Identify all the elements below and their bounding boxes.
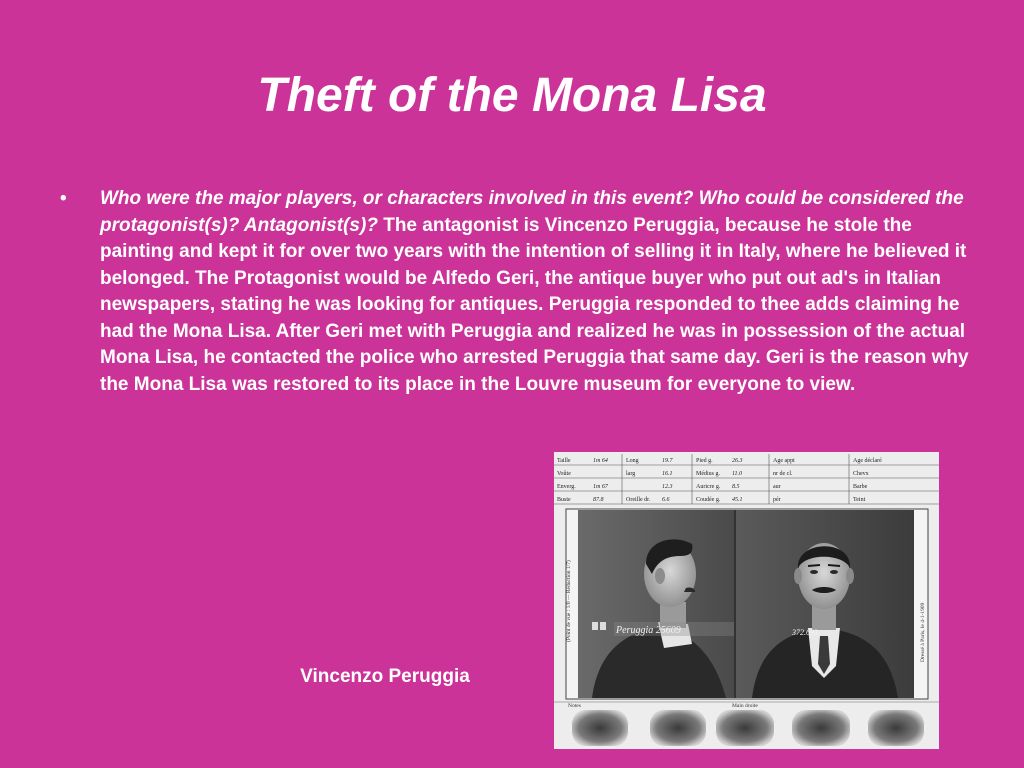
photo-caption: Vincenzo Peruggia <box>300 666 470 687</box>
svg-text:Notes: Notes <box>568 703 581 709</box>
card-label: Coudée g. <box>696 497 721 503</box>
card-label: Pied g. <box>696 458 713 464</box>
card-label: pér <box>773 497 781 503</box>
card-label: Age appt <box>773 458 795 464</box>
card-label: larg <box>626 471 636 477</box>
svg-text:Dressé à Paris, le 4-1-1909: Dressé à Paris, le 4-1-1909 <box>920 602 926 662</box>
card-value: 87.8 <box>593 497 604 503</box>
card-label: Buste <box>557 497 571 503</box>
bullet-item <box>60 186 980 398</box>
card-label: Age déclaré <box>853 458 882 464</box>
bullet-answer: The antagonist is Vincenzo Peruggia, because he stole the painting and kept it for over two years with the intention of selling it in Italy, where he believed it belonged. The Protagonist would be Alfedo Geri, the antique buyer who put out ad's in Italian newspapers, stating he was looking for antiques. Peruggia responded to thee adds claiming he had the Mona Lisa. After Geri met with Peruggia and realized he was in possession of the actual Mona Lisa, he contacted the police who arrested Peruggia that same day. Geri is the reason why the Mona Lisa was restored to its place in the Louvre museum for everyone to view. <box>100 214 969 395</box>
card-value: 8.5 <box>732 484 740 490</box>
svg-text:Peruggia 25609: Peruggia 25609 <box>616 625 681 636</box>
card-value: 6.6 <box>662 497 670 503</box>
bullet-question: Who were the major players, or characters involved in this event? Who could be considered the protagonist(s)? Antagonist(s)? <box>100 188 964 236</box>
card-value: 19.7 <box>662 458 673 464</box>
card-label: Voûte <box>557 471 571 477</box>
card-label: Long <box>626 458 639 464</box>
card-label: Chevx <box>853 471 869 477</box>
card-label: aur <box>773 484 781 490</box>
card-value: 12.3 <box>662 484 673 490</box>
svg-text:Main droite: Main droite <box>732 703 758 709</box>
card-value: 11.0 <box>732 471 743 477</box>
card-value: 26.3 <box>732 458 743 464</box>
card-label: nr de cl. <box>773 471 793 477</box>
card-label: Oreille dr. <box>626 497 651 503</box>
card-label: Auricre g. <box>696 484 721 490</box>
card-label: Taille <box>557 458 571 464</box>
card-value: 16.1 <box>662 471 673 477</box>
svg-text:372.693: 372.693 <box>792 628 818 637</box>
card-value: 1m 64 <box>593 458 608 464</box>
svg-text:(Point de vue : 1/0 — Réductio: (Point de vue : 1/0 — Réduction 1/7) <box>566 560 572 642</box>
mugshot-photo <box>554 452 939 749</box>
mugshot-card-image <box>554 452 939 749</box>
card-value: 45.1 <box>732 497 743 503</box>
card-label: Teint <box>853 497 866 503</box>
bullet-paragraph <box>100 186 970 398</box>
card-label: Médius g. <box>696 471 720 477</box>
card-label: Enverg. <box>557 484 576 490</box>
card-value: 1m 67 <box>593 484 608 490</box>
slide-title: Theft of the Mona Lisa <box>257 69 767 122</box>
bullet-marker: • <box>60 188 67 209</box>
card-label: Barbe <box>853 484 868 490</box>
